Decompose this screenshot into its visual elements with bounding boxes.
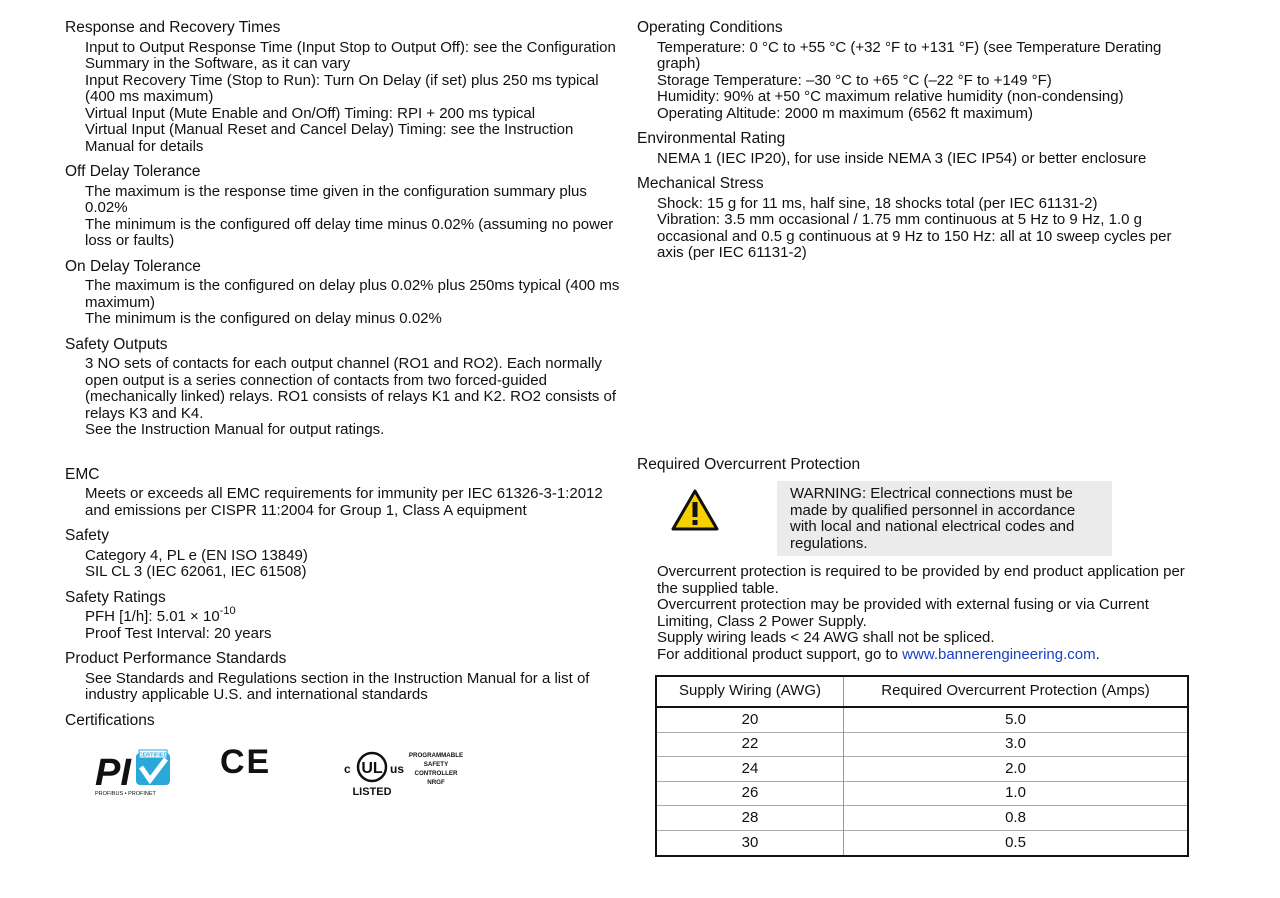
pfh-value: PFH [1/h]: 5.01 × 10 <box>85 608 220 625</box>
section-heading: Certifications <box>65 711 155 729</box>
table-row <box>656 707 1188 732</box>
right-column <box>637 20 1197 866</box>
section-heading: Operating Conditions <box>637 19 783 36</box>
pfh-exponent: -10 <box>219 605 236 617</box>
table-row <box>656 830 1188 855</box>
spec-line: Temperature: 0 °C to +55 °C (+32 °F to +131 °F) (see Temperature Derating graph) <box>657 38 1162 72</box>
ul-caption-line: PROGRAMMABLE <box>408 752 464 759</box>
spec-line: The maximum is the response time given in the configuration summary plus 0.02% <box>85 182 587 216</box>
section-heading: Safety Ratings <box>65 588 166 606</box>
ul-listed-logo <box>340 743 470 808</box>
ul-logo-graphic <box>340 743 470 803</box>
ce-mark <box>220 743 268 784</box>
spec-line: Overcurrent protection may be provided with external fusing or via Current Limiting, Class 2 Power Supply. <box>657 596 1149 630</box>
certification-logos <box>65 741 625 811</box>
support-line: For additional product support, go to www.bannerengineering.com. <box>657 645 1100 663</box>
spec-line: The minimum is the configured on delay minus 0.02% <box>85 310 442 327</box>
left-column <box>65 20 625 820</box>
section-heading: EMC <box>65 465 100 483</box>
section-heading: Environmental Rating <box>637 130 786 147</box>
ul-listed: LISTED <box>352 786 392 798</box>
safety-ratings-section <box>65 590 625 643</box>
environmental-rating-section <box>637 131 1197 167</box>
table-cell: 28 <box>656 806 844 831</box>
table-cell: 5.0 <box>1005 710 1026 728</box>
section-heading: Off Delay Tolerance <box>65 163 201 180</box>
pfh-line <box>85 605 625 626</box>
ul-caption-line: SAFETY <box>423 761 449 768</box>
section-heading: Safety <box>65 527 109 544</box>
spec-line: See the Instruction Manual for output ratings. <box>85 421 385 438</box>
ul-caption-line: CONTROLLER <box>414 770 458 777</box>
section-heading: Safety Outputs <box>65 335 168 353</box>
warning-text: Electrical connections must be made by qualified personnel in accordance with local and national electrical codes and regulations. <box>790 485 1076 552</box>
operating-conditions-section <box>637 20 1197 122</box>
spec-line: Vibration: 3.5 mm occasional / 1.75 mm continuous at 5 Hz to 9 Hz, 1.0 g occasional and 0.5 g continuous at 9 Hz to 150 Hz: all at 10 sweep cycles per axis (per IEC 61131-2) <box>657 211 1172 261</box>
mechanical-stress-section <box>637 176 1197 262</box>
section-heading: Response and Recovery Times <box>65 19 281 36</box>
warning-icon <box>671 489 719 531</box>
ul-us: us <box>390 762 405 776</box>
table-row <box>656 757 1188 782</box>
emc-section <box>65 467 625 520</box>
table-cell: 24 <box>656 757 844 782</box>
spec-line: The maximum is the configured on delay plus 0.02% plus 250ms typical (400 ms maximum) <box>85 277 620 311</box>
spec-line: Category 4, PL e (EN ISO 13849) <box>85 546 308 564</box>
warning-row <box>637 481 1197 556</box>
section-heading: Mechanical Stress <box>637 175 764 192</box>
spec-line: Meets or exceeds all EMC requirements for immunity per IEC 61326-3-1:2012 and emissions per CISPR 11:2004 for Group 1, Class A equipment <box>85 485 603 519</box>
spec-line: Storage Temperature: –30 °C to +65 °C (–22 °F to +149 °F) <box>657 71 1052 89</box>
table-cell: 30 <box>656 830 844 855</box>
safety-outputs-section <box>65 337 625 439</box>
warning-label: WARNING: <box>790 485 867 502</box>
pi-badge-text: CERTIFIED <box>138 752 168 759</box>
overcurrent-section <box>637 457 1197 857</box>
spec-line: See Standards and Regulations section in the Instruction Manual for a list of industry applicable U.S. and international standards <box>85 669 590 703</box>
overcurrent-table <box>655 675 1189 857</box>
spec-line: Input Recovery Time (Stop to Run): Turn On Delay (if set) plus 250 ms typical (400 ms maximum) <box>85 71 599 105</box>
pi-caption: PROFIBUS • PROFINET <box>95 791 156 797</box>
table-row <box>656 732 1188 757</box>
section-heading: On Delay Tolerance <box>65 257 201 275</box>
safety-section <box>65 528 625 581</box>
ul-caption-line: NRGF <box>427 779 445 786</box>
pi-logo-graphic <box>95 747 175 799</box>
spec-line: Proof Test Interval: 20 years <box>85 624 272 642</box>
table-cell: 22 <box>656 732 844 757</box>
support-link[interactable]: www.bannerengineering.com <box>902 645 1096 663</box>
table-cell: 26 <box>656 781 844 806</box>
spec-line: Virtual Input (Mute Enable and On/Off) Timing: RPI + 200 ms typical <box>85 104 536 122</box>
performance-section <box>65 651 625 704</box>
on-delay-section <box>65 259 625 328</box>
table-cell: 0.8 <box>844 806 1189 831</box>
ul-c: c <box>344 762 351 776</box>
spec-line: Input to Output Response Time (Input Stop to Output Off): see the Configuration Summary in the Software, as it can vary <box>85 38 616 72</box>
pi-certified-logo <box>95 747 175 804</box>
table-cell: 0.5 <box>844 830 1189 855</box>
spec-line: Humidity: 90% at +50 °C maximum relative humidity (non-condensing) <box>657 88 1124 105</box>
spec-line: Supply wiring leads < 24 AWG shall not be spliced. <box>657 629 995 646</box>
warning-box <box>777 481 1112 556</box>
ce-mark-graphic <box>220 743 268 779</box>
table-row <box>656 781 1188 806</box>
table-cell: 3.0 <box>844 732 1189 757</box>
spec-line: Operating Altitude: 2000 m maximum (6562 ft maximum) <box>657 104 1033 122</box>
table-header: Required Overcurrent Protection (Amps) <box>844 676 1189 707</box>
table-cell: 1.0 <box>844 781 1189 806</box>
table-cell: 2.0 <box>844 757 1189 782</box>
spec-line: SIL CL 3 (IEC 62061, IEC 61508) <box>85 563 307 580</box>
spec-line: The minimum is the configured off delay time minus 0.02% (assuming no power loss or faults) <box>85 215 614 249</box>
spec-line: Shock: 15 g for 11 ms, half sine, 18 shocks total (per IEC 61131-2) <box>657 194 1098 212</box>
section-heading: Product Performance Standards <box>65 650 287 667</box>
spec-line: Virtual Input (Manual Reset and Cancel Delay) Timing: see the Instruction Manual for details <box>85 121 574 155</box>
spec-line: Overcurrent protection is required to be provided by end product application per the supplied table. <box>657 563 1185 597</box>
certifications-section <box>65 713 625 812</box>
table-cell: 20 <box>656 707 844 732</box>
section-heading: Required Overcurrent Protection <box>637 455 861 473</box>
table-header: Supply Wiring (AWG) <box>656 676 844 707</box>
svg-text:UL: UL <box>361 760 383 777</box>
response-recovery-section <box>65 20 625 155</box>
ce-text: CE <box>220 743 268 779</box>
spec-line: NEMA 1 (IEC IP20), for use inside NEMA 3 (IEC IP54) or better enclosure <box>657 149 1147 167</box>
spec-line: 3 NO sets of contacts for each output channel (RO1 and RO2). Each normally open output is a series connection of contacts from two forced-guided (mechanically linked) relays. RO1 consists of relays K1 and K2. RO2 consists of relays K3 and K4. <box>85 355 617 422</box>
svg-text:PI: PI <box>95 752 131 794</box>
table-row <box>656 806 1188 831</box>
off-delay-section <box>65 164 625 250</box>
